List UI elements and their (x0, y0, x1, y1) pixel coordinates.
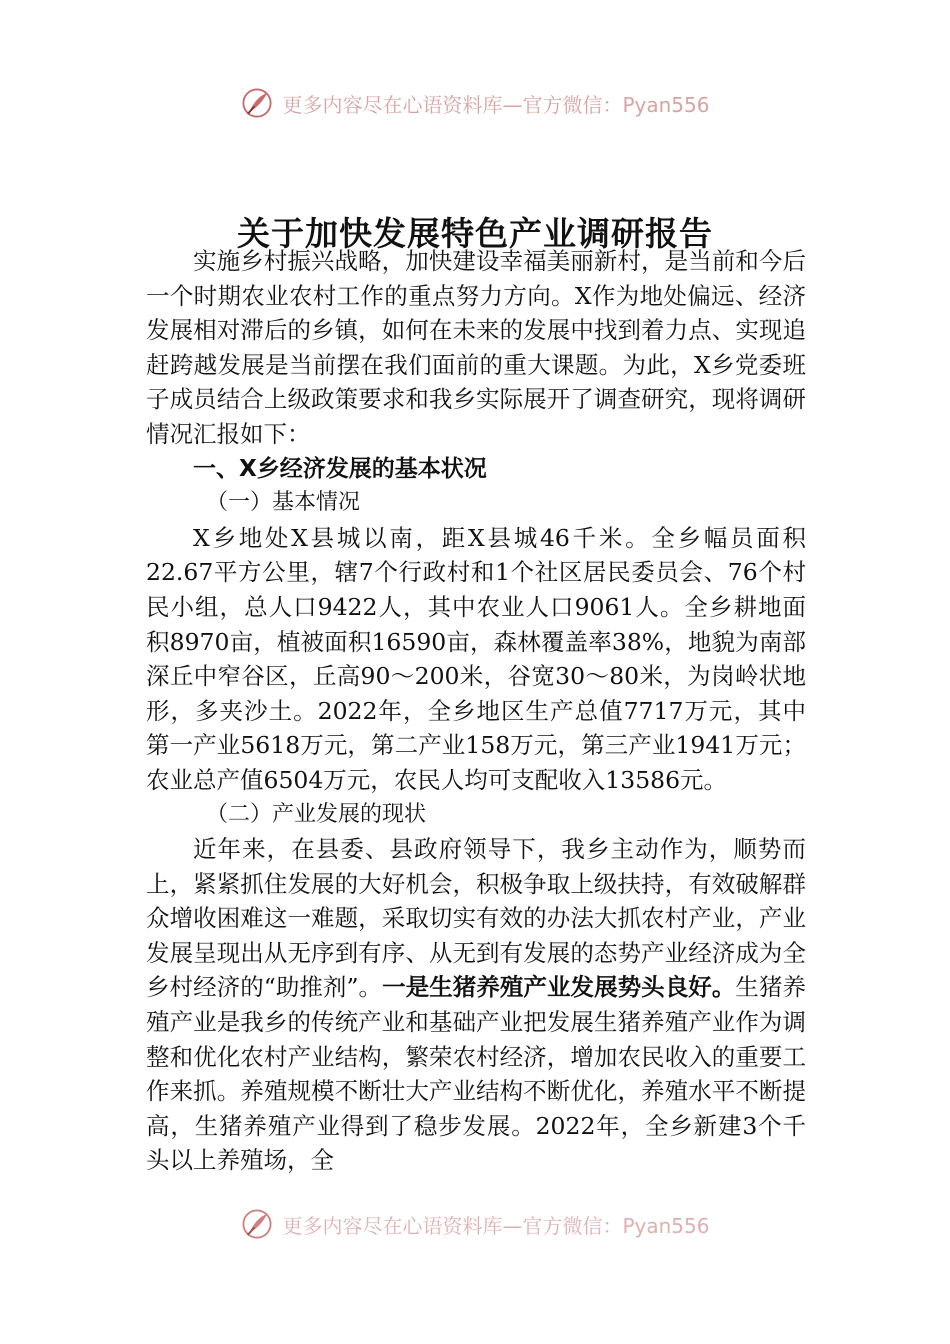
feather-quill-icon (240, 86, 274, 120)
watermark-footer (0, 1207, 950, 1241)
subsection-heading-2: （二）产业发展的现状 (206, 801, 427, 827)
watermark-header (0, 86, 950, 120)
watermark-text: 更多内容尽在心语资料库—官方微信：Pyan556 (282, 92, 710, 117)
basic-situation-paragraph: X乡地处X县城以南，距X县城46千米。全乡幅员面积22.67平方公里，辖7个行政村和1个社区居民委员会、76个村民小组，总人口9422人，其中农业人口9061人。全乡耕地面积8970亩，植被面积16590亩，森林覆盖率38%，地貌为南部深丘中窄谷区，丘高90～200米，谷宽30～80米，为岗岭状地形，多夹沙土。2022年，全乡地区生产总值7717万元，其中第一产业5618万元，第二产业158万元，第三产业1941万元；农业总产值6504万元，农民人均可支配收入13586元。 (146, 523, 806, 794)
paragraph-text-cont: 生猪养殖产业是我乡的传统产业和基础产业把发展生猪养殖产业作为调整和优化农村产业结构，繁荣农村经济，增加农民收入的重要工作来抓。养殖规模不断壮大产业结构不断优化，养殖水平不断提高，生猪养殖产业得到了稳步发展。2022年，全乡新建3个千头以上养殖场，全 (146, 973, 807, 1175)
paragraph-text: 近年来，在县委、县政府领导下，我乡主动作为，顺势而上，紧紧抓住发展的大好机会，积极争取上级扶持，有效破解群众增收困难这一难题，采取切实有效的办法大抓农村产业，产业发展呈现出从无序到有序、从无到有发展的态势产业经济成为全乡村经济的“助推剂”。 (146, 835, 806, 1002)
feather-quill-icon (240, 1207, 274, 1241)
intro-paragraph: 实施乡村振兴战略，加快建设幸福美丽新村，是当前和今后一个时期农业农村工作的重点努力方向。X作为地处偏远、经济发展相对滞后的乡镇，如何在未来的发展中找到着力点、实现追赶跨越发展是当前摆在我们面前的重大课题。为此，X乡党委班子成员结合上级政策要求和我乡实际展开了调查研究，现将调研情况汇报如下： (146, 247, 806, 448)
subsection-heading-1: （一）基本情况 (206, 490, 361, 516)
document-title: 关于加快发展特色产业调研报告 (237, 214, 713, 254)
bold-key-point: 一是生猪养殖产业发展势头良好。 (382, 973, 736, 1002)
section-heading-1: 一、X乡经济发展的基本状况 (193, 455, 487, 482)
watermark-text: 更多内容尽在心语资料库—官方微信：Pyan556 (282, 1213, 710, 1238)
industry-status-paragraph (146, 832, 806, 1178)
document-body (146, 244, 806, 1178)
